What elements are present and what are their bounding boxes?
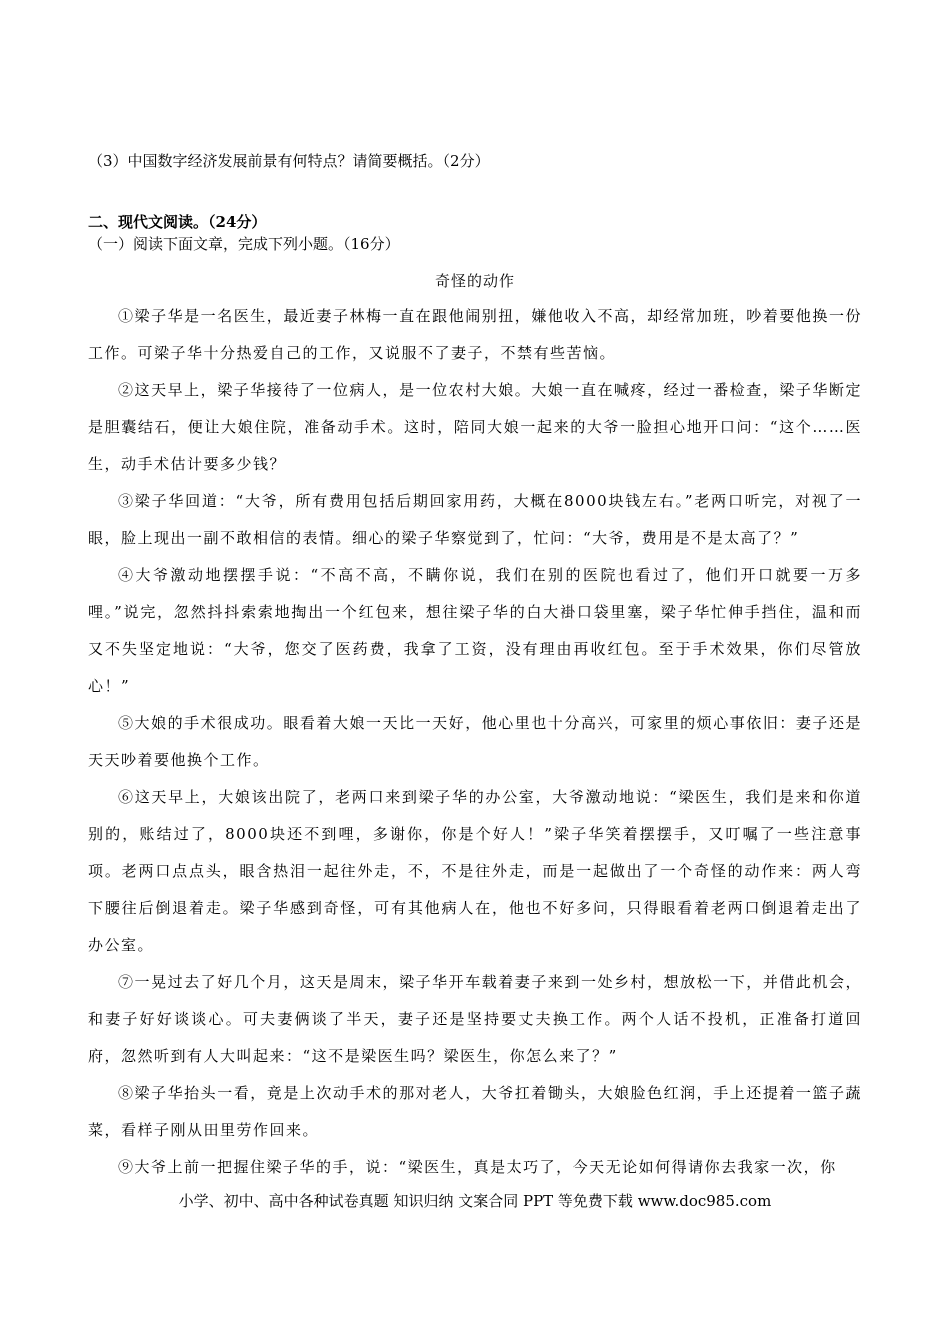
paragraph-3: ③梁子华回道：“大爷，所有费用包括后期回家用药，大概在8000块钱左右。”老两口听完，对视了一眼，脸上现出一副不敢相信的表情。细心的梁子华察觉到了，忙问：“大爷，费用是不是太高了？” xyxy=(88,492,862,547)
paragraph-2: ②这天早上，梁子华接待了一位病人，是一位农村大娘。大娘一直在喊疼，经过一番检查，梁子华断定是胆囊结石，便让大娘住院，准备动手术。这时，陪同大娘一起来的大爷一脸担心地开口问：“这个……医生，动手术估计要多少钱？ xyxy=(88,381,862,473)
paragraph-8: ⑧梁子华抬头一看，竟是上次动手术的那对老人，大爷扛着锄头，大娘脸色红润，手上还提着一篮子蔬菜，看样子刚从田里劳作回来。 xyxy=(88,1084,862,1139)
question-3: （3）中国数字经济发展前景有何特点？请简要概括。（2分） xyxy=(88,152,490,170)
paragraph-4: ④大爷激动地摆摆手说：“不高不高，不瞒你说，我们在别的医院也看过了，他们开口就要一万多哩。”说完，忽然抖抖索索地掏出一个红包来，想往梁子华的白大褂口袋里塞，梁子华忙伸手挡住，温和而又不失坚定地说：“大爷，您交了医药费，我拿了工资，没有理由再收红包。至于手术效果，你们尽管放心！” xyxy=(88,566,862,695)
section-heading: 二、现代文阅读。（24分） xyxy=(88,213,267,231)
story-body xyxy=(88,298,862,1186)
section-subheading: （一）阅读下面文章，完成下列小题。（16分） xyxy=(88,235,400,253)
paragraph-7: ⑦一晃过去了好几个月，这天是周末，梁子华开车载着妻子来到一处乡村，想放松一下，并借此机会，和妻子好好谈谈心。可夫妻俩谈了半天，妻子还是坚持要丈夫换工作。两个人话不投机，正准备打道回府，忽然听到有人大叫起来：“这不是梁医生吗？梁医生，你怎么来了？” xyxy=(88,973,862,1065)
paragraph-6: ⑥这天早上，大娘该出院了，老两口来到梁子华的办公室，大爷激动地说：“梁医生，我们是来和你道别的，账结过了，8000块还不到哩，多谢你，你是个好人！”梁子华笑着摆摆手，又叮嘱了一些注意事项。老两口点点头，眼含热泪一起往外走，不，不是往外走，而是一起做出了一个奇怪的动作来：两人弯下腰往后倒退着走。梁子华感到奇怪，可有其他病人在，他也不好多问，只得眼看着老两口倒退着走出了办公室。 xyxy=(88,788,862,954)
story-title: 奇怪的动作 xyxy=(434,272,515,290)
paragraph-9: ⑨大爷上前一把握住梁子华的手，说：“梁医生，真是太巧了，今天无论如何得请你去我家一次，你 xyxy=(118,1158,837,1176)
paragraph-1: ①梁子华是一名医生，最近妻子林梅一直在跟他闹别扭，嫌他收入不高，却经常加班，吵着要他换一份工作。可梁子华十分热爱自己的工作，又说服不了妻子，不禁有些苦恼。 xyxy=(88,307,862,362)
paragraph-5: ⑤大娘的手术很成功。眼看着大娘一天比一天好，他心里也十分高兴，可家里的烦心事依旧：妻子还是天天吵着要他换个工作。 xyxy=(88,714,862,769)
page-footer: 小学、初中、高中各种试卷真题 知识归纳 文案合同 PPT 等免费下载 www.doc985.com xyxy=(178,1192,772,1210)
